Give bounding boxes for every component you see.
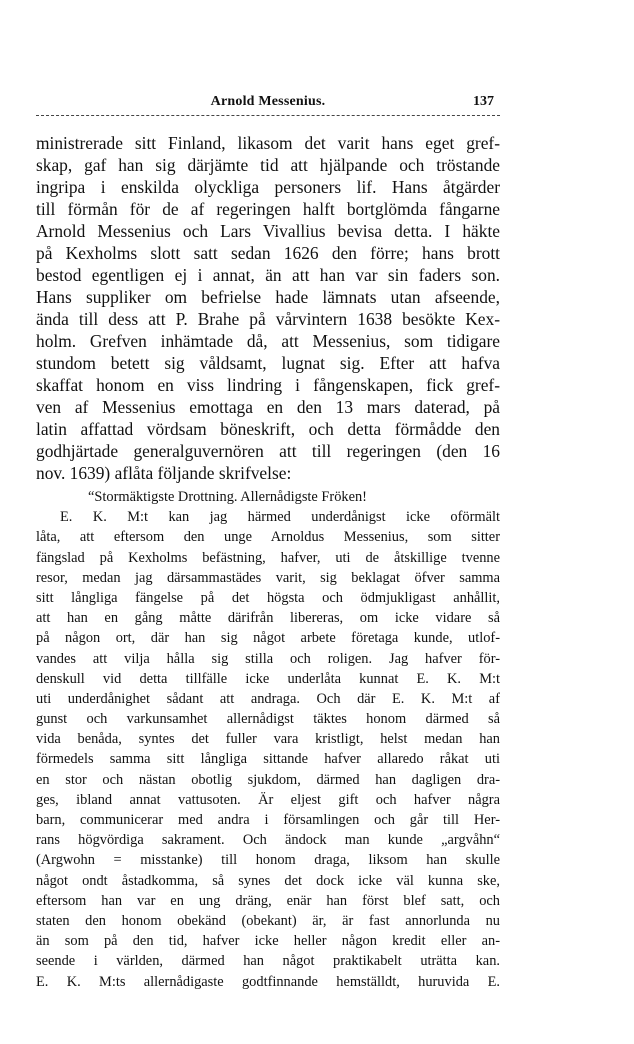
text-line: holm. Grefven inhämtade då, att Messenius, som tidigare (36, 331, 500, 351)
quote-line: (Argwohn = misstanke) till honom draga, liksom han skulle (36, 852, 500, 869)
text-line: bestod egentligen ej i annat, än att han var sin faders son. (36, 265, 500, 285)
quote-line: fängslad på Kexholms befästning, hafver, uti de åtskillige tvenne (36, 549, 500, 566)
text-line: skap, gaf han sig därjämte tid att hjälpande och tröstande (36, 155, 500, 175)
quote-line: vida benåda, syntes det fuller vara kristligt, helst medan han (36, 731, 500, 748)
quote-line: barn, communicerar med andra i församlingen och går till Her- (36, 812, 500, 828)
quote-line: vandes att vilja hålla sig stilla och roligen. Jag hafver för- (36, 650, 500, 667)
text-line: Arnold Messenius och Lars Vivallius bevisa detta. I häkte (36, 221, 500, 241)
text-line: latin affattad vördsam böneskrift, och detta förmådde den (36, 419, 500, 439)
quote-line: ges, ibland annat vattusoten. Är eljest gift och hafver några (36, 791, 500, 808)
text-line: ingripa i enskilda olyckliga personers lif. Hans åtgärder (36, 177, 500, 197)
text-line: ven af Messenius emottaga en den 13 mars daterad, på (36, 397, 500, 417)
quote-line: seende i världen, därmed han något praktikabelt uträtta kan. (36, 953, 500, 970)
running-head: Arnold Messenius. (210, 94, 326, 109)
text-line: till förmån för de af regeringen halft bortglömda fångarne (36, 199, 500, 219)
main-paragraph (36, 132, 500, 484)
quote-line: staten den honom obekänd (obekant) är, är fast annorlunda nu (36, 912, 500, 929)
text-line: på Kexholms slott satt sedan 1626 den förre; hans brott (36, 243, 500, 263)
page-header (36, 94, 500, 118)
text-line: ända till dess att P. Brahe på vårvintern 1638 besökte Kex- (36, 309, 500, 329)
quote-line: en stor och nästan obotlig sjukdom, därmed han dagligen dra- (36, 771, 500, 788)
quote-line: denskull vid detta tillfälle icke underlåta kunnat E. K. M:t (36, 670, 500, 687)
quote-line: eftersom han var en ung dräng, enär han först blef satt, och (36, 892, 500, 909)
quote-line: resor, medan jag därsammastädes varit, sig beklagat öfver samma (36, 569, 500, 586)
quote-line: förmedels samma sitt långliga sittande hafver allaredo råkat uti (36, 751, 500, 768)
text-line: skaffat honom en viss lindring i fångenskapen, fick gref- (36, 375, 500, 395)
text-line: Hans suppliker om befrielse hade lämnats utan afseende, (36, 287, 500, 307)
quote-line: att han en gång måtte därifrån libereras, om icke vidare så (36, 610, 500, 627)
quote-line: något ondt åstadkomma, så synes det dock icke väl kunna ske, (36, 872, 500, 889)
quote-line: rans högvördiga sakrament. Och ändock man kunde „argvåhn“ (36, 832, 500, 849)
quote-line: uti underdånighet sådant att andraga. Och där E. K. M:t af (36, 690, 500, 707)
quote-line: E. K. M:ts allernådigaste godtfinnande hemställdt, huruvida E. (36, 973, 500, 990)
quote-line: på någon ort, där han sig något arbete företaga kunde, utlof- (36, 630, 500, 647)
quote-line: E. K. M:t kan jag härmed underdånigst icke oförmält (60, 509, 500, 526)
quote-line: sitt långliga fängelse på det högsta och ödmjukligast anhållit, (36, 589, 500, 606)
page-number: 137 (473, 94, 494, 109)
quoted-letter (36, 487, 500, 992)
letter-salutation: “Stormäktigste Drottning. Allernådigste Fröken! (88, 489, 367, 505)
text-line: ministrerade sitt Finland, likasom det varit hans eget gref- (36, 133, 500, 153)
text-line: godhjärtade generalguvernören att till regeringen (den 16 (36, 441, 500, 461)
quote-line: gunst och varkunsamhet allernådigst täktes honom därmed så (36, 711, 500, 728)
quote-line: än som på den tid, hafver icke heller någon kredit eller an- (36, 933, 500, 950)
text-line: nov. 1639) aflåta följande skrifvelse: (36, 463, 292, 483)
header-rule (36, 115, 500, 116)
text-line: stundom betett sig våldsamt, lugnat sig. Efter att hafva (36, 353, 500, 373)
quote-line: låta, att eftersom den unge Arnoldus Messenius, som sitter (36, 529, 500, 546)
